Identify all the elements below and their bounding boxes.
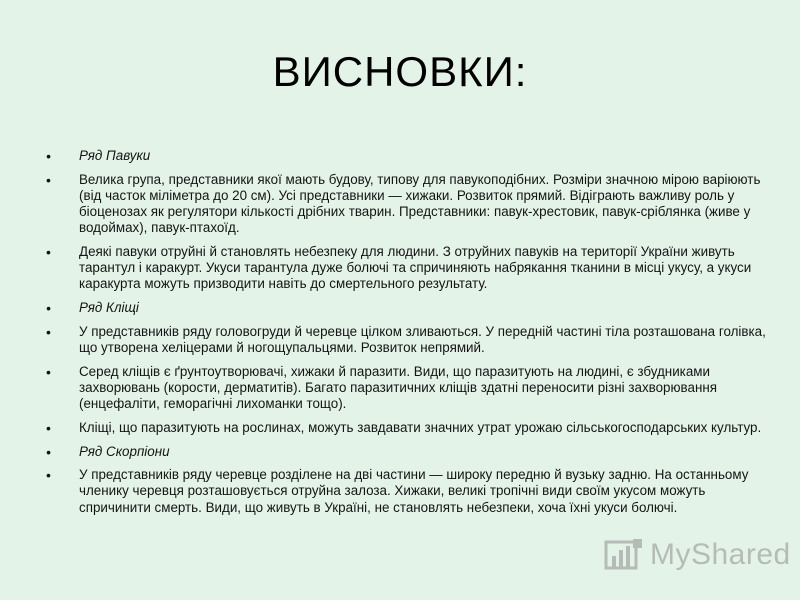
bullet-text: Ряд Скорпіони (79, 443, 170, 459)
watermark-text: MyShared (650, 538, 791, 571)
bullet-icon: • (46, 467, 51, 484)
bullet-item-heading (46, 300, 776, 316)
bullet-icon: • (46, 323, 51, 340)
bullet-icon: • (46, 419, 51, 436)
bullet-icon: • (46, 443, 51, 460)
bullet-text: Деякі павуки отруйні й становлять небезпеку для людини. З отруйних павуків на території України живуть тарантул і каракурт. Укуси тарантула дуже болючі та спричиняють набрякання тканини в місці укусу, а укуси каракурта можуть призводити навіть до смертельного результату. (79, 244, 752, 292)
bullet-text: Велика група, представники якої мають будову, типову для павукоподібних. Розміри значною мірою варіюють (від часток міліметра до 20 см). Усі представники — хижаки. Розвиток прямий. Відіграють важливу роль у біоценозах як регулятори кількості дрібних тварин. Представники: павук-хрестовик, павук-сріблянка (живе у водоймах), павук-птахоїд. (79, 171, 761, 236)
bar-chart-icon (604, 538, 644, 572)
bullet-text: У представників ряду черевце розділене на дві частини — широку передню й вузьку задню. На останньому членику черевця розташовується отруйна залоза. Хижаки, великі тропічні види своїм укусом можуть спричинити смерть. Види, що живуть в Україні, не становлять небезпеки, хоча їхні укуси болючі. (79, 467, 749, 515)
bullet-text: У представників ряду головогруди й черевце цілком зливаються. У передній частині тіла розташована голівка, що утворена хеліцерами й ногощупальцями. Розвиток непрямий. (79, 323, 766, 356)
bullet-item (46, 364, 776, 413)
bullet-item-heading (46, 444, 776, 460)
bullet-text: Кліщі, що паразитують на рослинах, можуть завдавати значних утрат урожаю сільськогосподарських культур. (79, 419, 762, 435)
bullet-item (46, 324, 776, 356)
bullet-item (46, 467, 776, 516)
watermark-logo[interactable] (604, 537, 791, 573)
bullet-icon: • (46, 171, 51, 188)
bullet-icon: • (46, 148, 51, 164)
bullet-text: Ряд Кліщі (79, 300, 139, 316)
bullet-icon: • (46, 363, 51, 380)
bullet-icon: • (46, 300, 51, 317)
bullet-text: Ряд Павуки (79, 148, 151, 163)
bullet-text: Серед кліщів є ґрунтоутворювачі, хижаки й паразити. Види, що паразитують на людині, є збудниками захворювань (корости, дерматитів). Багато паразитичних кліщів здатні переносити різні захворювання (енцефаліти, геморагічні лихоманки тощо). (79, 363, 718, 412)
bullet-item (46, 172, 776, 237)
bullet-list (46, 148, 776, 523)
bullet-item-heading (46, 148, 776, 164)
bullet-item (46, 244, 776, 293)
bullet-icon: • (46, 244, 51, 261)
slide-title: ВИСНОВКИ: (272, 48, 528, 95)
bullet-item (46, 420, 776, 436)
